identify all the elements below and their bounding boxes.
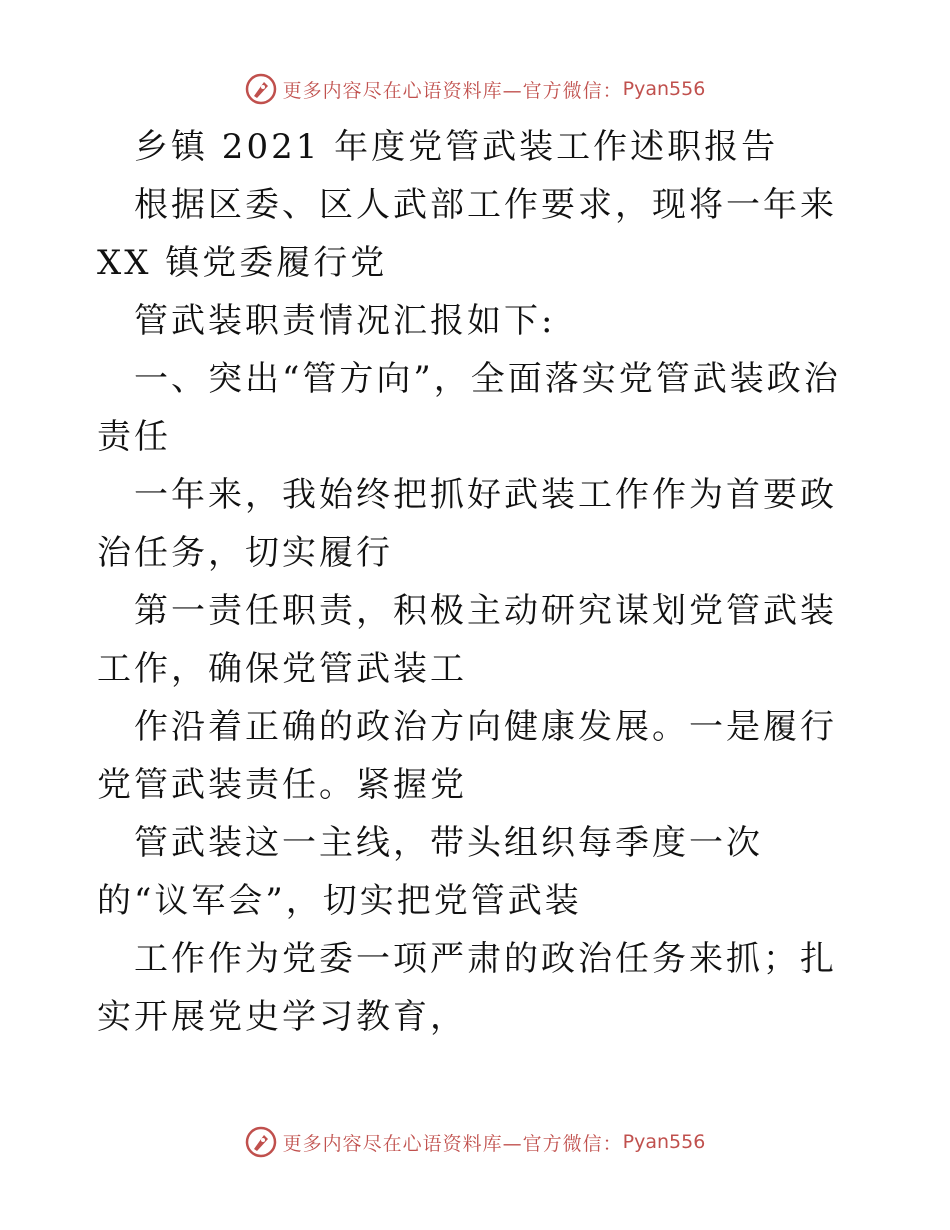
paragraph: 作沿着正确的政治方向健康发展。一是履行党管武装责任。紧握党 xyxy=(97,707,837,805)
watermark-text: 更多内容尽在心语资料库—官方微信： xyxy=(282,79,623,102)
watermark-wechat-id: Pyan556 xyxy=(622,1131,706,1153)
paragraph: 一年来，我始终把抓好武装工作作为首要政治任务，切实履行 xyxy=(97,475,837,573)
section-heading: 一、突出“管方向”，全面落实党管武装政治责任 xyxy=(97,359,841,457)
pen-nib-logo-icon xyxy=(245,73,277,105)
watermark-wechat-id: Pyan556 xyxy=(622,78,706,100)
document-title: 乡镇 2021 年度党管武装工作述职报告 xyxy=(134,127,779,167)
paragraph: 工作作为党委一项严肃的政治任务来抓；扎实开展党史学习教育， xyxy=(97,939,837,1037)
paragraph: 管武装职责情况汇报如下: xyxy=(134,301,556,341)
paragraph: 根据区委、区人武部工作要求，现将一年来 XX 镇党委履行党 xyxy=(97,185,837,283)
paragraph: 第一责任职责，积极主动研究谋划党管武装工作，确保党管武装工 xyxy=(97,591,837,689)
footer-watermark xyxy=(0,1126,950,1158)
header-watermark xyxy=(0,73,950,105)
watermark-text: 更多内容尽在心语资料库—官方微信： xyxy=(282,1132,623,1155)
pen-nib-logo-icon xyxy=(245,1126,277,1158)
paragraph: 管武装这一主线，带头组织每季度一次的“议军会”，切实把党管武装 xyxy=(97,823,763,921)
